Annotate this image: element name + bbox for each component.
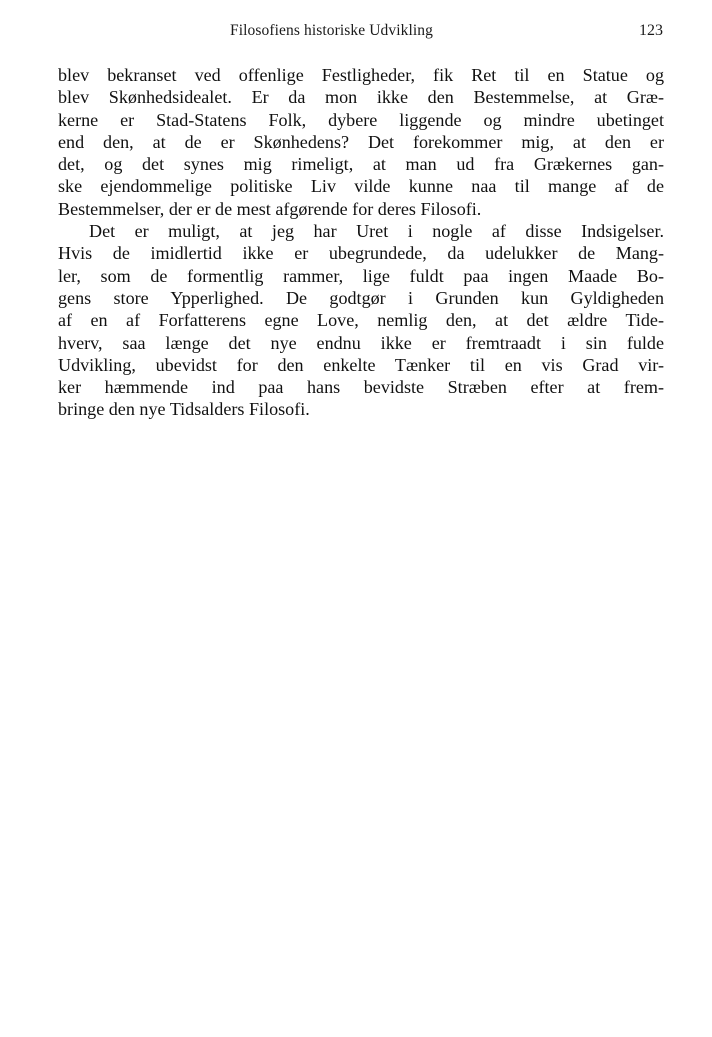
text-line: kerne er Stad-Statens Folk, dybere liggende og mindre ubetinget [58,109,664,130]
text-line: ker hæmmende ind paa hans bevidste Stræben efter at frem- [58,377,664,398]
paragraph-2 [58,220,664,421]
text-line: Det er muligt, at jeg har Uret i nogle af disse Indsigelser. [89,221,664,242]
page-number: 123 [639,22,663,39]
text-line: Hvis de imidlertid ikke er ubegrundede, da udelukker de Mang- [58,243,664,264]
text-line: Bestemmelser, der er de mest afgørende for deres Filosofi. [58,198,482,219]
running-head [58,22,663,44]
text-line: af en af Forfatterens egne Love, nemlig den, at det ældre Tide- [58,310,664,331]
text-line: gens store Ypperlighed. De godtgør i Grunden kun Gyldigheden [58,287,664,308]
text-line: Udvikling, ubevidst for den enkelte Tænker til en vis Grad vir- [58,354,664,375]
text-line: hverv, saa længe det nye endnu ikke er fremtraadt i sin fulde [58,332,664,353]
text-line: blev Skønhedsidealet. Er da mon ikke den Bestemmelse, at Græ- [58,87,664,108]
paragraph-1 [58,64,664,220]
body-text [58,64,664,421]
text-line: bringe den nye Tidsalders Filosofi. [58,399,310,420]
text-line: end den, at de er Skønhedens? Det forekommer mig, at den er [58,131,664,152]
running-title: Filosofiens historiske Udvikling [230,22,433,39]
text-line: ler, som de formentlig rammer, lige fuldt paa ingen Maade Bo- [58,265,664,286]
text-line: ske ejendommelige politiske Liv vilde kunne naa til mange af de [58,176,664,197]
text-line: blev bekranset ved offenlige Festligheder, fik Ret til en Statue og [58,65,664,85]
text-line: det, og det synes mig rimeligt, at man ud fra Grækernes gan- [58,154,664,175]
